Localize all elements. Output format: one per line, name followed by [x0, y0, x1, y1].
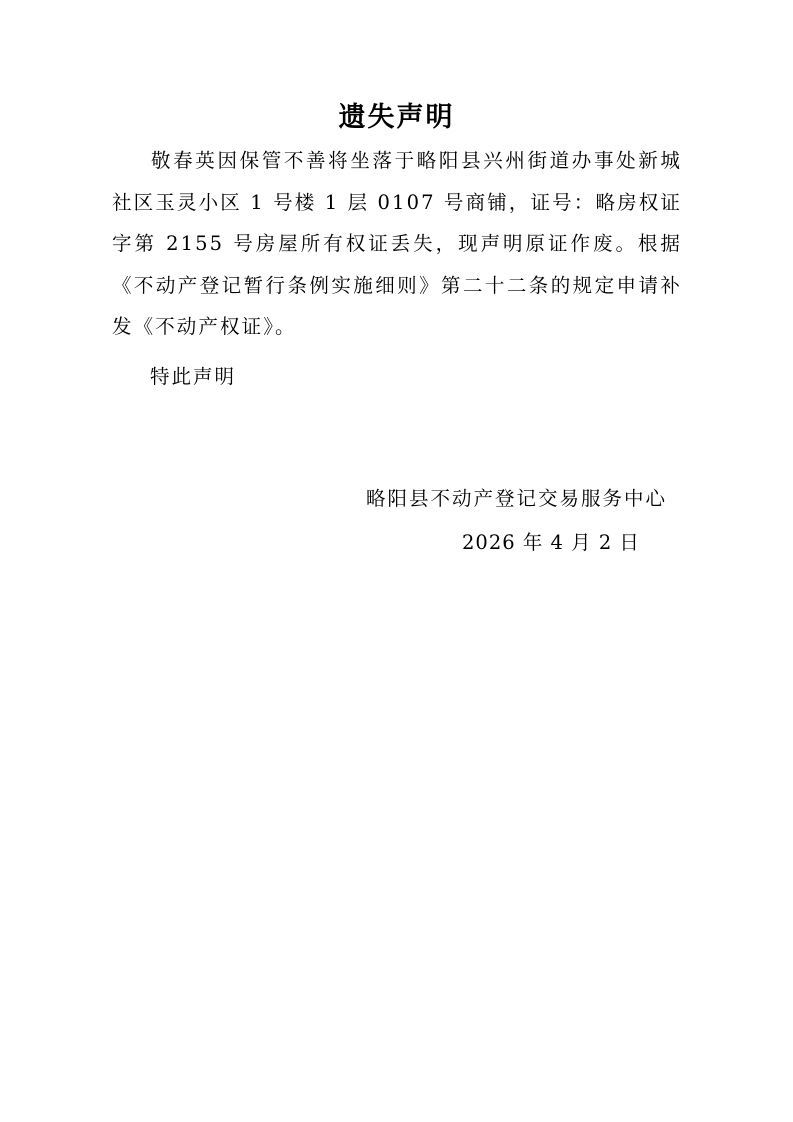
issue-date: 2026 年 4 月 2 日 [462, 531, 640, 554]
closing-statement: 特此声明 [150, 365, 237, 388]
document-title: 遗失声明 [338, 102, 455, 133]
issuer-organization: 略阳县不动产登记交易服务中心 [366, 487, 668, 510]
document-body: 敬春英因保管不善将坐落于略阳县兴州街道办事处新城社区玉灵小区 1 号楼 1 层 0107 号商铺，证号：略房权证字第 2155 号房屋所有权证丢失，现声明原证作废。根据《不动产登记暂行条例实施细则》第二十二条的规定申请补发《不动产权证》。 [112, 149, 682, 338]
